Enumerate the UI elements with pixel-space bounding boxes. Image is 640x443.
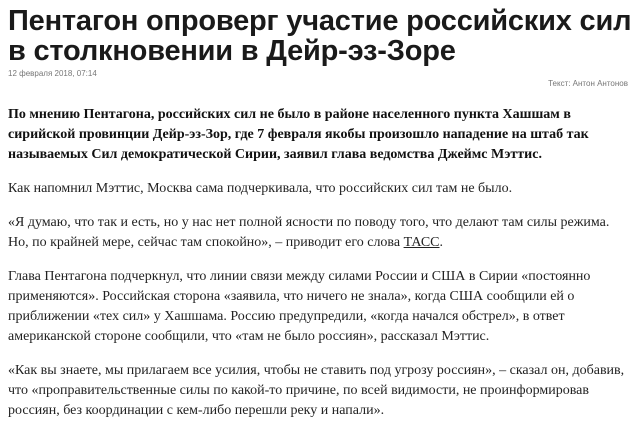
paragraph-2-end: . xyxy=(439,235,444,250)
paragraph-2-text: «Я думаю, что так и есть, но у нас нет полной ясности по поводу того, что делают там силы режима. Но, по крайней мере, сейчас там спокойно», – приводит его слова xyxy=(8,215,610,250)
article-lead: По мнению Пентагона, российских сил не было в районе населенного пункта Хашшам в сирийской провинции Дейр-эз-Зор, где 7 февраля якобы произошло нападение на штаб так называемых Сил демократической Сирии, заявил глава ведомства Джеймс Мэттис. xyxy=(8,107,589,162)
source-link-tass[interactable]: ТАСС xyxy=(403,235,440,250)
byline: Текст: Антон Антонов xyxy=(548,79,628,88)
article-meta xyxy=(8,69,632,88)
article-title: Пентагон опроверг участие российских сил в столкновении в Дейр-эз-Зоре xyxy=(8,5,632,67)
paragraph-4: «Как вы знаете, мы прилагаем все усилия, чтобы не ставить под угрозу россиян», – сказал он, добавив, что «проправительственные силы по какой-то причине, по всей видимости, не проинформировав россиян, без координации с кем-либо перешли реку и напали». xyxy=(8,363,625,418)
paragraph-2 xyxy=(8,213,632,253)
paragraph-1: Как напомнил Мэттис, Москва сама подчеркивала, что российских сил там не было. xyxy=(8,181,513,196)
publish-date: 12 февраля 2018, 07:14 xyxy=(8,69,97,78)
article xyxy=(8,0,632,421)
paragraph-3: Глава Пентагона подчеркнул, что линии связи между силами России и США в Сирии «постоянно применяются». Российская сторона «заявила, что ничего не знала», когда США сообщили ей о приближении «тех сил» у Хашшама. Россию предупредили, «когда начался обстрел», в ответ американской стороне сообщили, что «там не было россиян», рассказал Мэттис. xyxy=(8,269,591,344)
